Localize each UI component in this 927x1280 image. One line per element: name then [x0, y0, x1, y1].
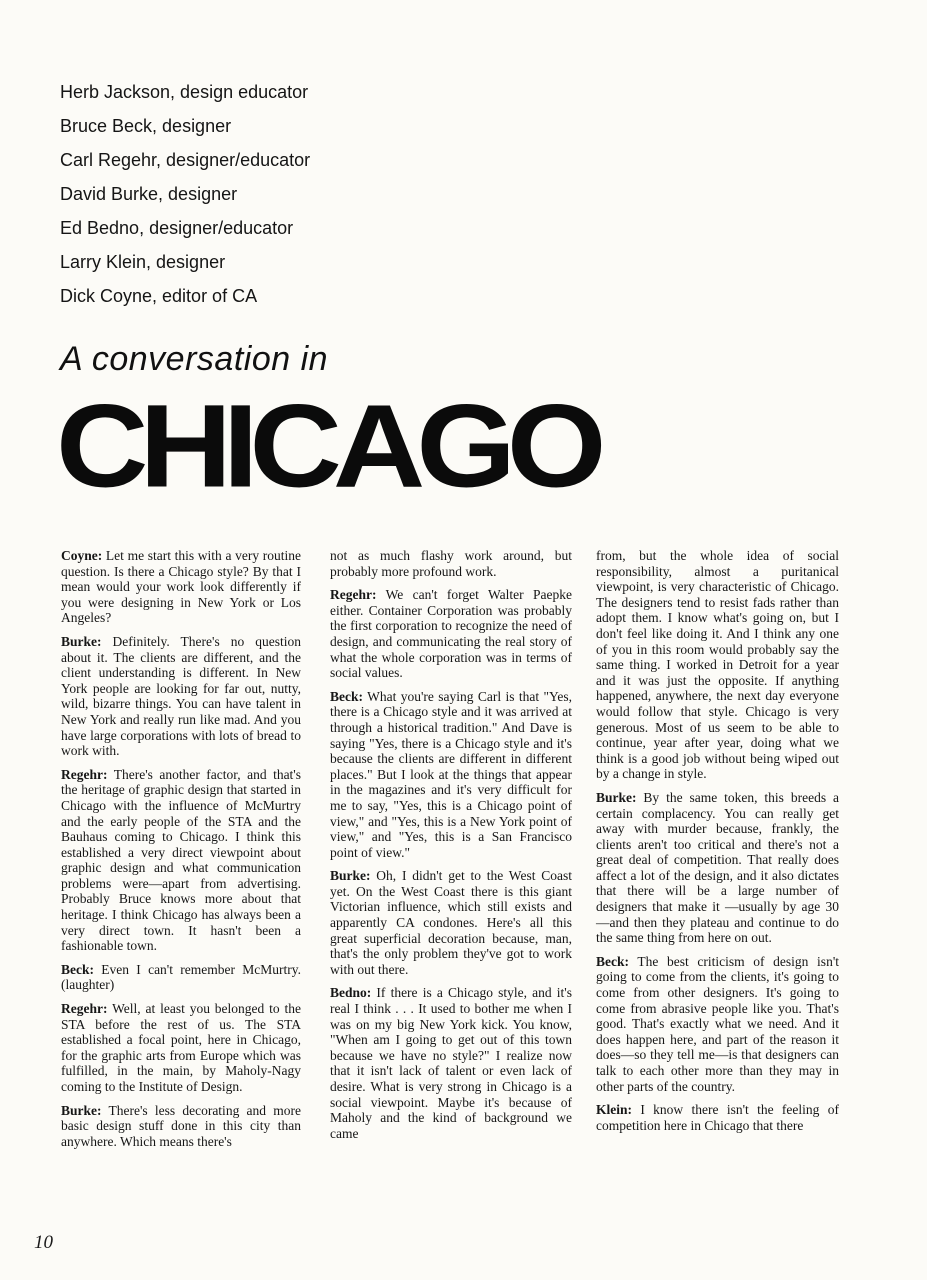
- speaker-name: Klein:: [596, 1102, 632, 1118]
- paragraph-text: not as much flashy work around, but probably more profound work.: [330, 548, 572, 579]
- participant-list: [60, 78, 310, 316]
- paragraph: [61, 962, 301, 993]
- paragraph: [596, 548, 839, 782]
- speaker-name: Burke:: [596, 789, 637, 805]
- paragraph: [596, 790, 839, 946]
- page-number: 10: [34, 1232, 53, 1253]
- paragraph: [330, 548, 572, 579]
- speaker-name: Beck:: [596, 953, 629, 969]
- speaker-name: Bedno:: [330, 985, 372, 1001]
- paragraph-text: Oh, I didn't get to the West Coast yet. On the West Coast there is this giant Victorian influence, which still exists and apparently CA condones. Here's all this great superficial decoration because, man, that's the only problem they've got to work with out there.: [330, 868, 572, 977]
- paragraph-text: Well, at least you belonged to the STA before the rest of us. The STA established a focal point, here in Chicago, for the graphic arts from Europe which was fulfilled, in the main, by Maholy-Nagy coming to the Institute of Design.: [61, 1001, 301, 1094]
- paragraph-text: There's less decorating and more basic design stuff done in this city than anywhere. Which means there's: [61, 1102, 301, 1149]
- speaker-name: Regehr:: [330, 587, 377, 603]
- speaker-name: Regehr:: [61, 1001, 108, 1017]
- paragraph-text: There's another factor, and that's the heritage of graphic design that started in Chicago with the influence of McMurtry and the early people of the STA and the Bauhaus coming to Chicago. I think this established a very direct viewpoint about graphic design and what communication problems were—apart from advertising. Probably Bruce knows more about that heritage. I think Chicago has always been a very direct town. It hasn't been a fashionable town.: [61, 766, 301, 954]
- speaker-name: Burke:: [330, 868, 371, 884]
- participant-name: Larry Klein, designer: [60, 252, 226, 272]
- participant-name: Ed Bedno, designer/educator: [60, 218, 294, 238]
- paragraph-text: Definitely. There's no question about it. The clients are different, and the client understanding is different. In New York people are looking for far out, nutty, wild, bizarre things. You can have talent in New York and really run like mad. And you have large corporations with lots of bread to work with.: [61, 633, 301, 759]
- paragraph: [61, 1103, 301, 1150]
- paragraph-text: What you're saying Carl is that "Yes, there is a Chicago style and it was arrived at through a historical tradition." And Dave is saying "Yes, there is a Chicago style and it's because the clients are different in different places." But I look at the things that appear in the magazines and it's very difficult for me to say, "Yes, this is a Chicago point of view," and "Yes, this is a New York point of view," and "Yes, this is a San Francisco point of view.": [330, 688, 572, 860]
- paragraph: [330, 689, 572, 861]
- paragraph-text: We can't forget Walter Paepke either. Container Corporation was probably the first corporation to recognize the need of design, and communicating the real story of what the whole corporation was in terms of social values.: [330, 587, 572, 681]
- participant-name: Herb Jackson, design educator: [60, 82, 309, 102]
- article-subtitle: A conversation in: [60, 340, 329, 378]
- paragraph-text: Let me start this with a very routine question. Is there a Chicago style? By that I mean would your work look differently if you were designing in New York or Los Angeles?: [61, 548, 302, 626]
- paragraph: [596, 1102, 839, 1133]
- speaker-name: Beck:: [330, 688, 363, 704]
- paragraph: [61, 1001, 301, 1095]
- participant-name: Bruce Beck, designer: [60, 116, 232, 136]
- text-column-3: [596, 548, 839, 1141]
- paragraph: [330, 985, 572, 1141]
- paragraph: [61, 548, 301, 626]
- paragraph-text: I know there isn't the feeling of competition here in Chicago that there: [596, 1102, 839, 1133]
- participant-name: Carl Regehr, designer/educator: [60, 150, 311, 170]
- speaker-name: Coyne:: [61, 548, 103, 563]
- paragraph-text: By the same token, this breeds a certain complacency. You can really get away with murder because, frankly, the clients aren't too critical and there's not a great deal of competition. That really does affect a lot of the design, and it also dictates that there will be a large number of designers that make it —usually by age 30—and then they plateau and continue to do the same thing from here on out.: [596, 789, 839, 946]
- paragraph: [596, 954, 839, 1094]
- paragraph: [61, 767, 301, 954]
- paragraph-text: Even I can't remember McMurtry. (laughter): [61, 961, 302, 993]
- paragraph-text: If there is a Chicago style, and it's real I think . . . It used to bother me when I was on my big New York kick. You know, "When am I going to get out of this town because we have no style?" I realize now that it isn't lack of talent or even lack of desire. What is very strong in Chicago is a social viewpoint. Maybe it's because of Maholy and the kind of background we came: [330, 985, 572, 1141]
- speaker-name: Beck:: [61, 961, 94, 977]
- paragraph-text: from, but the whole idea of social responsibility, almost a puritanical viewpoint, is very characteristic of Chicago. The designers tend to resist fads rather than adopt them. I know what's going on, but I don't feel like doing it. And I think any one of you in this room would probably say the same thing. I worked in Detroit for a year and it was just the opposite. If anything happened, anywhere, the next day everyone would follow that style. Chicago is very generous. Most of us seem to be able to continue, year after year, doing what we think is a good job without being wiped out by a change in style.: [596, 548, 839, 782]
- speaker-name: Burke:: [61, 1102, 102, 1118]
- article-title: CHICAGO: [56, 380, 598, 513]
- text-column-1: [61, 548, 301, 1157]
- speaker-name: Burke:: [61, 633, 102, 649]
- paragraph-text: The best criticism of design isn't going to come from the clients, it's going to come from other designers. It's going to come from abrasive people like you. That's good. That's exactly what we need. And it does happen here, and part of the reason it does—so they tell me—is that designers can talk to each other more than they may in other parts of the country.: [596, 953, 839, 1094]
- participant-name: David Burke, designer: [60, 184, 238, 204]
- speaker-name: Regehr:: [61, 766, 108, 782]
- text-column-2: [330, 548, 572, 1149]
- paragraph: [330, 868, 572, 977]
- paragraph: [330, 587, 572, 681]
- participant-name: Dick Coyne, editor of CA: [60, 286, 258, 306]
- paragraph: [61, 634, 301, 759]
